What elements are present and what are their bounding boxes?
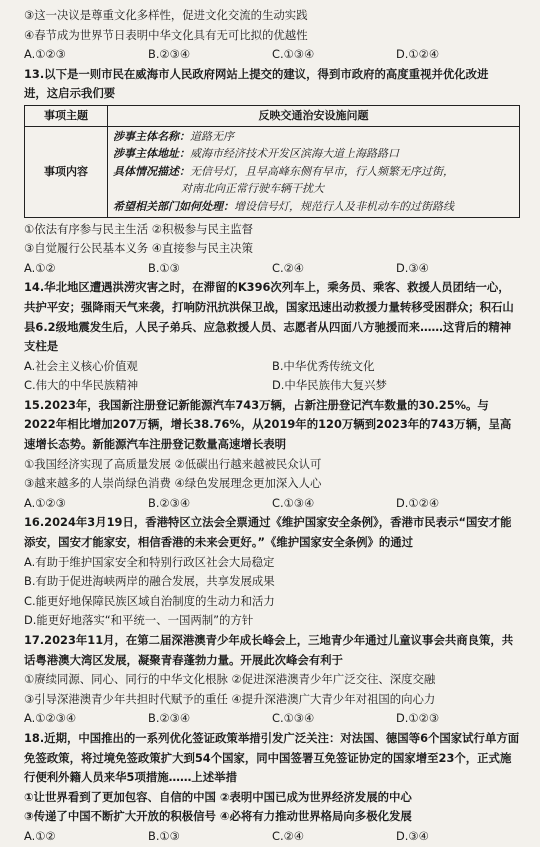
table-item-3: 具体情况描述：无信号灯，且早高峰东侧有早市，行人频繁无序过街， bbox=[113, 164, 454, 178]
q13-statements-2: ③自觉履行公民基本义务 ④直接参与民主决策 bbox=[24, 241, 254, 256]
q12-statement-3: ③这一决议是尊重文化多样性，促进文化交流的生动实践 bbox=[24, 8, 308, 22]
q18-option-a[interactable]: A.①② bbox=[24, 828, 56, 843]
q17-options bbox=[24, 709, 520, 729]
table-item-2: 涉事主体地址：威海市经济技术开发区滨海大道上海路路口 bbox=[113, 147, 399, 161]
q13-option-b[interactable]: B.①③ bbox=[148, 260, 180, 275]
q17-statements-1: ①赓续同源、同心、同行的中华文化根脉 ②促进深港澳青少年广泛交往、深度交融 bbox=[24, 672, 436, 687]
q15-option-a[interactable]: A.①②③ bbox=[24, 495, 66, 510]
q14-options-row2 bbox=[24, 376, 520, 396]
q15-statements-2: ③越来越多的人崇尚绿色消费 ④绿色发展理念更加深入人心 bbox=[24, 476, 322, 491]
q16-option-a[interactable]: A.有助于维护国家安全和特别行政区社会大局稳定 bbox=[24, 554, 275, 569]
q15-option-c[interactable]: C.①③④ bbox=[272, 495, 315, 510]
q13-stem-line1: 13.以下是一则市民在威海市人民政府网站上提交的建议，得到市政府的高度重视并优化改进 bbox=[24, 66, 489, 81]
q14-option-b[interactable]: B.中华优秀传统文化 bbox=[272, 358, 375, 373]
q13-stem-line2: 进，这启示我们要 bbox=[24, 86, 116, 101]
q16-stem: 16.2024年3月19日，香港特区立法会全票通过《维护国家安全条例》，香港市民表示“国安才能添安，国安才能家安，相信香港的未来会更好。”《维护国家安全条例》的通过 bbox=[24, 515, 512, 550]
q15-stem: 15.2023年，我国新注册登记新能源汽车743万辆，占新注册登记汽车数量的30.25%。与2022年相比增加207万辆，增长38.76%，从2019年的120万辆到2023年的743万辆，呈高速增长态势。新能源汽车注册登记数量高速增长表明 bbox=[24, 397, 512, 452]
q13-matter-table bbox=[24, 105, 520, 218]
q12-option-d[interactable]: D.①②④ bbox=[396, 47, 440, 62]
q14-option-d[interactable]: D.中华民族伟大复兴梦 bbox=[272, 378, 387, 393]
q18-stem: 18.近期，中国推出的一系列优化签证政策举措引发广泛关注：对法国、德国等6个国家试行单方面免签政策，将过境免签政策扩大到54个国家，同中国签署互免签证协定的国家增至23个，正式施行便利外籍人员来华5项措施……上述举措 bbox=[24, 730, 520, 785]
q17-option-d[interactable]: D.①②③ bbox=[396, 711, 440, 726]
table-item-3-cont: 对南北向正常行驶车辆干扰大 bbox=[181, 182, 324, 196]
q13-option-d[interactable]: D.③④ bbox=[396, 260, 429, 275]
q12-option-b[interactable]: B.②③④ bbox=[148, 47, 191, 62]
q18-option-b[interactable]: B.①③ bbox=[148, 828, 180, 843]
q15-statements-1: ①我国经济实现了高质量发展 ②低碳出行越来越被民众认可 bbox=[24, 456, 322, 471]
q16-option-d[interactable]: D.能更好地落实“和平统一、一国两制”的方针 bbox=[24, 613, 254, 628]
q14-option-a[interactable]: A.社会主义核心价值观 bbox=[24, 358, 138, 373]
q14-stem: 14.华北地区遭遇洪涝灾害之时，在滞留的K396次列车上，乘务员、乘客、救援人员团结一心，共护平安；强降雨天气来袭，打响防汛抗洪保卫战，国家迅速出动救援力量转移受困群众；积石山县6.2级地震发生后，人民子弟兵、应急救援人员、志愿者从四面八方驰援而来……这背后的精神支柱是 bbox=[24, 280, 514, 354]
q14-options-row1 bbox=[24, 357, 520, 377]
q12-options bbox=[24, 45, 520, 65]
q13-option-c[interactable]: C.②④ bbox=[272, 260, 304, 275]
q17-stem: 17.2023年11月，在第二届深港澳青少年成长峰会上，三地青少年通过儿童议事会共商良策，共话粤港澳大湾区发展，凝聚青春蓬勃力量。开展此次峰会有利于 bbox=[24, 633, 514, 667]
table-header-topic: 事项主题 bbox=[25, 105, 108, 126]
q12-statement-4: ④春节成为世界节日表明中华文化具有无可比拟的优越性 bbox=[24, 27, 308, 42]
q15-option-d[interactable]: D.①②④ bbox=[396, 495, 440, 510]
table-item-1: 涉事主体名称：道路无序 bbox=[113, 129, 234, 143]
q18-option-d[interactable]: D.③④ bbox=[396, 828, 429, 843]
q18-options bbox=[24, 827, 520, 847]
table-content-cell bbox=[108, 126, 520, 217]
q14-option-c[interactable]: C.伟大的中华民族精神 bbox=[24, 378, 139, 393]
q13-option-a[interactable]: A.①② bbox=[24, 260, 56, 275]
q13-statements-1: ①依法有序参与民主生活 ②积极参与民主监督 bbox=[24, 221, 254, 236]
q13-options bbox=[24, 259, 520, 279]
q18-statements-2: ③传递了中国不断扩大开放的积极信号 ④必将有力推动世界格局向多极化发展 bbox=[24, 809, 412, 824]
q12-option-a[interactable]: A.①②③ bbox=[24, 47, 66, 62]
q16-option-b[interactable]: B.有助于促进海峡两岸的融合发展，共享发展成果 bbox=[24, 574, 275, 589]
q17-statements-2: ③引导深港澳青少年共担时代赋予的重任 ④提升深港澳广大青少年对祖国的向心力 bbox=[24, 691, 436, 706]
q15-options bbox=[24, 494, 520, 514]
table-row-label: 事项内容 bbox=[25, 126, 108, 217]
q18-option-c[interactable]: C.②④ bbox=[272, 828, 304, 843]
q18-statements-1: ①让世界看到了更加包容、自信的中国 ②表明中国已成为世界经济发展的中心 bbox=[24, 789, 412, 804]
q17-option-b[interactable]: B.②③④ bbox=[148, 711, 191, 726]
q17-option-a[interactable]: A.①②③④ bbox=[24, 711, 77, 726]
q16-option-c[interactable]: C.能更好地保障民族区域自治制度的生动力和活力 bbox=[24, 593, 275, 608]
table-header-subject: 反映交通治安设施问题 bbox=[108, 105, 520, 126]
q12-option-c[interactable]: C.①③④ bbox=[272, 47, 315, 62]
q17-option-c[interactable]: C.①③④ bbox=[272, 711, 315, 726]
table-item-4: 希望相关部门如何处理：增设信号灯，规范行人及非机动车的过街路线 bbox=[113, 199, 454, 213]
q15-option-b[interactable]: B.②③④ bbox=[148, 495, 191, 510]
